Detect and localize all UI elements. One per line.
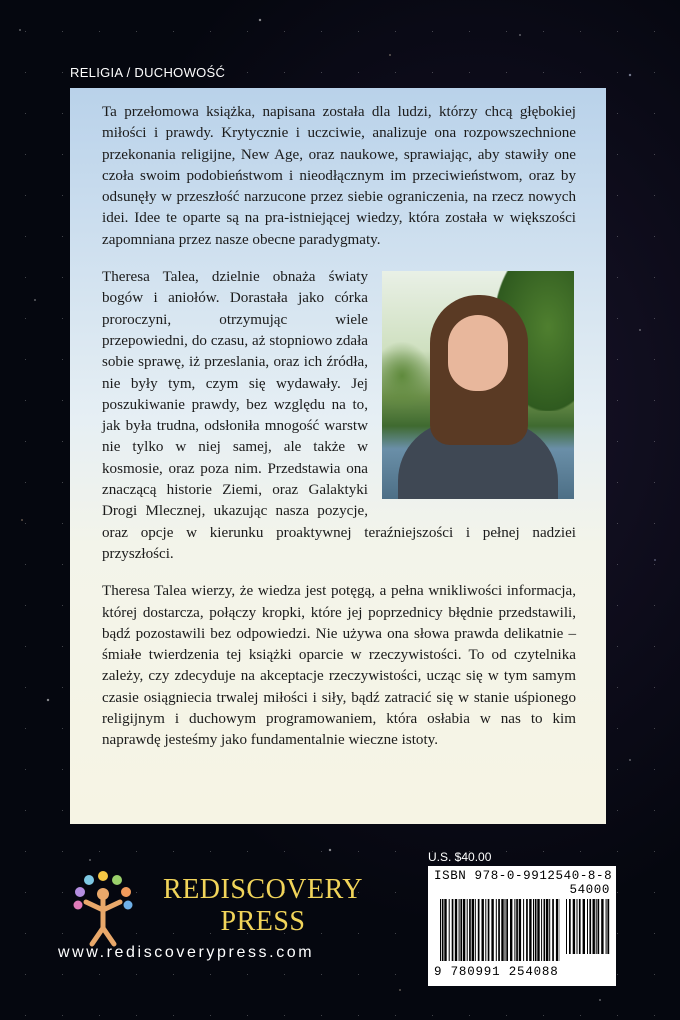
publisher-logo bbox=[70, 868, 370, 948]
publisher-name-line1: REDISCOVERY bbox=[163, 874, 363, 905]
ean-number: 9 780991 254088 bbox=[434, 965, 559, 979]
supplement-barcode-bars bbox=[566, 899, 610, 954]
publisher-name bbox=[148, 874, 378, 938]
category-label: RELIGIA / DUCHOWOŚĆ bbox=[70, 65, 226, 80]
barcode bbox=[428, 866, 616, 986]
publisher-name-line2: PRESS bbox=[220, 906, 306, 937]
author-photo bbox=[382, 271, 574, 499]
intro-paragraph: Ta przełomowa książka, napisana została dla ludzi, którzy chcą głębokiej miłości i prawdy. Krytycznie i uczciwie, analizuje ona rozpowszechnione przekonania religijne, New Age, oraz naukowe, sprawiając, aby stawiły one czoła swoim podobieństwom i nieodłącznym im przeciwieństwom, oraz by odsunęły w przeszłość narzucone przez siebie ograniczenia, na rzecz nowych idei. Idee te oparte są na pra-istniejącej wiedzy, która została w większości zapomniana przez nasze obecne paradygmaty. bbox=[102, 104, 576, 248]
tree-of-life-icon bbox=[70, 868, 136, 948]
ean-barcode-bars bbox=[440, 899, 560, 961]
publisher-url: www.rediscoverypress.com bbox=[58, 944, 315, 961]
description-panel bbox=[70, 88, 606, 824]
author-paragraph: Theresa Talea, dzielnie obnaża światy bogów i aniołów. Dorastała jako córka proroczyni, otrzymując wiele przepowiedni, do czasu, aż stopniowo zdała sobie sprawę, iż przeslania, oraz ich źródła, nie były tym, czym się wydawały. Jej poszukiwanie prawdy, bez względu na to, jak była trudna, odsłoniła mnogość warstw nie tylko w niej samej, ale także w kosmosie, oraz poza nim. Przedstawia ona znaczącą historie Ziemi, oraz Galaktyki Drogi Mlecznej, ukazując nasza pozycje, oraz opcje w kierunku proaktywnej teraźniejszości i pełnej nadziei przyszłości. bbox=[102, 269, 576, 562]
isbn-text: ISBN 978-0-9912540-8-8 bbox=[434, 869, 613, 883]
price-label: U.S. $40.00 bbox=[428, 850, 492, 864]
belief-paragraph: Theresa Talea wierzy, że wiedza jest potęgą, a pełna wnikliwości informacja, której dostarcza, połączy kropki, które jej poprzednicy błędnie przedstawili, bądź pozostawili bez odpowiedzi. Nie używa ona słowa prawda delikatnie – śmiałe twierdzenia tej książki oparcie w rzeczywistości. To od czytelnika zależy, czy zdecyduje na akceptacje rzeczywistości, ucząc się w tym samym czasie osiągniecia trwalej miłości i siły, bądź zatracić się w stanie uśpionego religijnym i duchowym programowaniem, która osłabia w nas to kim naprawdę jesteśmy jako fundamentalnie wieczne istoty. bbox=[102, 583, 576, 749]
price-code: 54000 bbox=[569, 883, 610, 897]
